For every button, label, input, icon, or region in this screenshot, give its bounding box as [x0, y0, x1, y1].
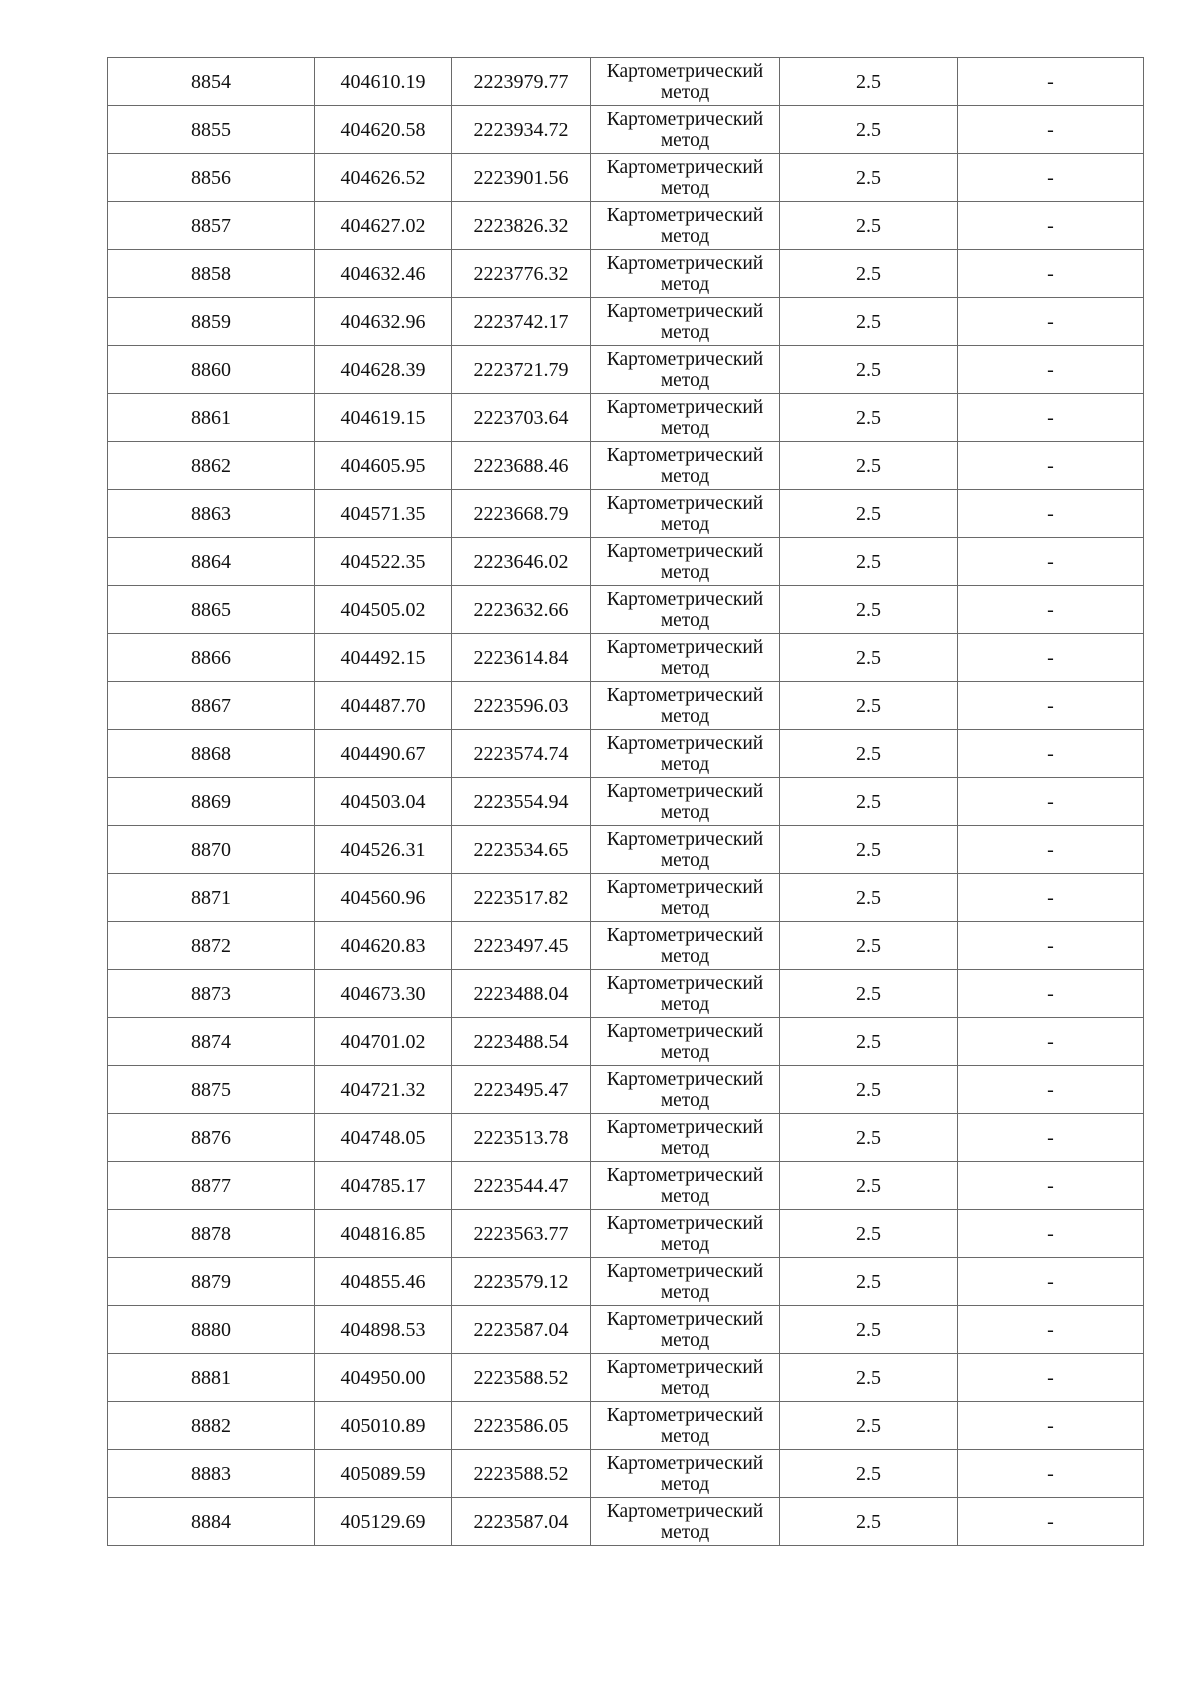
point-number-cell: 8867 — [108, 682, 315, 730]
table-row — [108, 1066, 1144, 1114]
point-number-cell: 8860 — [108, 346, 315, 394]
point-number-cell: 8868 — [108, 730, 315, 778]
table-row — [108, 1210, 1144, 1258]
point-number-cell: 8865 — [108, 586, 315, 634]
x-coordinate-cell: 404619.15 — [315, 394, 452, 442]
method-text-line: Картометрический — [606, 1356, 764, 1378]
x-coordinate-cell: 404627.02 — [315, 202, 452, 250]
y-coordinate-cell: 2223488.54 — [452, 1018, 591, 1066]
method-text-line: метод — [660, 465, 710, 487]
method-text-line: Картометрический — [606, 396, 764, 418]
method-text-line: метод — [660, 561, 710, 583]
y-coordinate-cell: 2223901.56 — [452, 154, 591, 202]
method-cell — [591, 1162, 780, 1210]
method-text-line: метод — [660, 81, 710, 103]
table-row — [108, 298, 1144, 346]
method-text-line: метод — [660, 225, 710, 247]
table-body — [108, 58, 1144, 1546]
point-number-cell: 8862 — [108, 442, 315, 490]
table-row — [108, 634, 1144, 682]
point-number-cell: 8864 — [108, 538, 315, 586]
method-text-line: Картометрический — [606, 588, 764, 610]
table-row — [108, 1306, 1144, 1354]
x-coordinate-cell: 404610.19 — [315, 58, 452, 106]
note-cell: - — [958, 346, 1144, 394]
method-cell — [591, 1498, 780, 1546]
method-text-line: метод — [660, 849, 710, 871]
note-cell: - — [958, 1114, 1144, 1162]
point-number-cell: 8872 — [108, 922, 315, 970]
method-text-line: Картометрический — [606, 924, 764, 946]
note-cell: - — [958, 970, 1144, 1018]
method-text-line: Картометрический — [606, 1068, 764, 1090]
x-coordinate-cell: 404487.70 — [315, 682, 452, 730]
x-coordinate-cell: 404526.31 — [315, 826, 452, 874]
table-row — [108, 490, 1144, 538]
x-coordinate-cell: 405089.59 — [315, 1450, 452, 1498]
method-text-line: Картометрический — [606, 732, 764, 754]
table-row — [108, 538, 1144, 586]
x-coordinate-cell: 404785.17 — [315, 1162, 452, 1210]
method-text-line: Картометрический — [606, 60, 764, 82]
table-row — [108, 58, 1144, 106]
point-number-cell: 8861 — [108, 394, 315, 442]
y-coordinate-cell: 2223632.66 — [452, 586, 591, 634]
method-text-line: Картометрический — [606, 828, 764, 850]
note-cell: - — [958, 154, 1144, 202]
y-coordinate-cell: 2223587.04 — [452, 1498, 591, 1546]
table-row — [108, 1114, 1144, 1162]
method-text-line: Картометрический — [606, 1164, 764, 1186]
x-coordinate-cell: 405010.89 — [315, 1402, 452, 1450]
accuracy-cell: 2.5 — [780, 394, 958, 442]
accuracy-cell: 2.5 — [780, 1114, 958, 1162]
accuracy-cell: 2.5 — [780, 874, 958, 922]
note-cell: - — [958, 1210, 1144, 1258]
method-text-line: метод — [660, 1089, 710, 1111]
y-coordinate-cell: 2223826.32 — [452, 202, 591, 250]
method-text-line: метод — [660, 1137, 710, 1159]
method-text-line: метод — [660, 753, 710, 775]
x-coordinate-cell: 404620.83 — [315, 922, 452, 970]
method-text-line: метод — [660, 129, 710, 151]
accuracy-cell: 2.5 — [780, 634, 958, 682]
method-text-line: метод — [660, 369, 710, 391]
note-cell: - — [958, 394, 1144, 442]
method-text-line: Картометрический — [606, 972, 764, 994]
y-coordinate-cell: 2223703.64 — [452, 394, 591, 442]
accuracy-cell: 2.5 — [780, 490, 958, 538]
method-text-line: метод — [660, 1473, 710, 1495]
method-text-line: Картометрический — [606, 684, 764, 706]
accuracy-cell: 2.5 — [780, 58, 958, 106]
method-text-line: метод — [660, 657, 710, 679]
x-coordinate-cell: 404628.39 — [315, 346, 452, 394]
method-cell — [591, 442, 780, 490]
method-text-line: метод — [660, 1329, 710, 1351]
method-cell — [591, 1018, 780, 1066]
note-cell: - — [958, 922, 1144, 970]
y-coordinate-cell: 2223563.77 — [452, 1210, 591, 1258]
y-coordinate-cell: 2223934.72 — [452, 106, 591, 154]
method-cell — [591, 538, 780, 586]
accuracy-cell: 2.5 — [780, 202, 958, 250]
y-coordinate-cell: 2223596.03 — [452, 682, 591, 730]
note-cell: - — [958, 778, 1144, 826]
method-text-line: метод — [660, 801, 710, 823]
table-row — [108, 1402, 1144, 1450]
note-cell: - — [958, 586, 1144, 634]
x-coordinate-cell: 404748.05 — [315, 1114, 452, 1162]
method-cell — [591, 394, 780, 442]
method-text-line: Картометрический — [606, 1500, 764, 1522]
accuracy-cell: 2.5 — [780, 1498, 958, 1546]
x-coordinate-cell: 404950.00 — [315, 1354, 452, 1402]
accuracy-cell: 2.5 — [780, 442, 958, 490]
x-coordinate-cell: 404701.02 — [315, 1018, 452, 1066]
point-number-cell: 8858 — [108, 250, 315, 298]
method-text-line: метод — [660, 1281, 710, 1303]
y-coordinate-cell: 2223534.65 — [452, 826, 591, 874]
y-coordinate-cell: 2223776.32 — [452, 250, 591, 298]
table-row — [108, 682, 1144, 730]
point-number-cell: 8854 — [108, 58, 315, 106]
coordinates-table — [107, 57, 1144, 1546]
y-coordinate-cell: 2223614.84 — [452, 634, 591, 682]
x-coordinate-cell: 404673.30 — [315, 970, 452, 1018]
method-text-line: метод — [660, 945, 710, 967]
y-coordinate-cell: 2223588.52 — [452, 1354, 591, 1402]
method-text-line: метод — [660, 177, 710, 199]
table-row — [108, 1162, 1144, 1210]
method-text-line: метод — [660, 1377, 710, 1399]
method-text-line: метод — [660, 273, 710, 295]
y-coordinate-cell: 2223586.05 — [452, 1402, 591, 1450]
point-number-cell: 8883 — [108, 1450, 315, 1498]
note-cell: - — [958, 682, 1144, 730]
accuracy-cell: 2.5 — [780, 970, 958, 1018]
note-cell: - — [958, 826, 1144, 874]
x-coordinate-cell: 404505.02 — [315, 586, 452, 634]
accuracy-cell: 2.5 — [780, 346, 958, 394]
note-cell: - — [958, 1450, 1144, 1498]
table-row — [108, 1258, 1144, 1306]
x-coordinate-cell: 404855.46 — [315, 1258, 452, 1306]
accuracy-cell: 2.5 — [780, 250, 958, 298]
method-text-line: метод — [660, 609, 710, 631]
x-coordinate-cell: 404492.15 — [315, 634, 452, 682]
accuracy-cell: 2.5 — [780, 106, 958, 154]
point-number-cell: 8880 — [108, 1306, 315, 1354]
note-cell: - — [958, 1402, 1144, 1450]
note-cell: - — [958, 1306, 1144, 1354]
x-coordinate-cell: 404632.46 — [315, 250, 452, 298]
method-text-line: Картометрический — [606, 1404, 764, 1426]
y-coordinate-cell: 2223646.02 — [452, 538, 591, 586]
table-row — [108, 154, 1144, 202]
method-text-line: Картометрический — [606, 252, 764, 274]
point-number-cell: 8857 — [108, 202, 315, 250]
method-cell — [591, 778, 780, 826]
accuracy-cell: 2.5 — [780, 1210, 958, 1258]
note-cell: - — [958, 106, 1144, 154]
y-coordinate-cell: 2223742.17 — [452, 298, 591, 346]
table-row — [108, 970, 1144, 1018]
method-cell — [591, 1210, 780, 1258]
method-text-line: Картометрический — [606, 1308, 764, 1330]
table-row — [108, 106, 1144, 154]
point-number-cell: 8877 — [108, 1162, 315, 1210]
method-text-line: Картометрический — [606, 1452, 764, 1474]
method-cell — [591, 970, 780, 1018]
table-row — [108, 730, 1144, 778]
y-coordinate-cell: 2223668.79 — [452, 490, 591, 538]
note-cell: - — [958, 58, 1144, 106]
accuracy-cell: 2.5 — [780, 922, 958, 970]
table-row — [108, 346, 1144, 394]
y-coordinate-cell: 2223721.79 — [452, 346, 591, 394]
note-cell: - — [958, 1018, 1144, 1066]
accuracy-cell: 2.5 — [780, 538, 958, 586]
method-cell — [591, 1354, 780, 1402]
point-number-cell: 8859 — [108, 298, 315, 346]
accuracy-cell: 2.5 — [780, 1258, 958, 1306]
method-text-line: метод — [660, 993, 710, 1015]
accuracy-cell: 2.5 — [780, 1402, 958, 1450]
method-text-line: Картометрический — [606, 492, 764, 514]
method-cell — [591, 682, 780, 730]
x-coordinate-cell: 404632.96 — [315, 298, 452, 346]
x-coordinate-cell: 404626.52 — [315, 154, 452, 202]
y-coordinate-cell: 2223517.82 — [452, 874, 591, 922]
note-cell: - — [958, 730, 1144, 778]
point-number-cell: 8874 — [108, 1018, 315, 1066]
method-text-line: метод — [660, 705, 710, 727]
x-coordinate-cell: 405129.69 — [315, 1498, 452, 1546]
point-number-cell: 8884 — [108, 1498, 315, 1546]
method-cell — [591, 490, 780, 538]
method-text-line: Картометрический — [606, 636, 764, 658]
note-cell: - — [958, 1066, 1144, 1114]
method-text-line: Картометрический — [606, 876, 764, 898]
note-cell: - — [958, 634, 1144, 682]
table-row — [108, 922, 1144, 970]
method-text-line: Картометрический — [606, 348, 764, 370]
table-row — [108, 250, 1144, 298]
table-row — [108, 586, 1144, 634]
point-number-cell: 8863 — [108, 490, 315, 538]
method-cell — [591, 106, 780, 154]
table-row — [108, 826, 1144, 874]
method-cell — [591, 1450, 780, 1498]
method-text-line: Картометрический — [606, 444, 764, 466]
y-coordinate-cell: 2223688.46 — [452, 442, 591, 490]
accuracy-cell: 2.5 — [780, 298, 958, 346]
method-cell — [591, 1066, 780, 1114]
point-number-cell: 8878 — [108, 1210, 315, 1258]
point-number-cell: 8856 — [108, 154, 315, 202]
note-cell: - — [958, 1354, 1144, 1402]
table-row — [108, 1018, 1144, 1066]
accuracy-cell: 2.5 — [780, 1354, 958, 1402]
y-coordinate-cell: 2223979.77 — [452, 58, 591, 106]
note-cell: - — [958, 1162, 1144, 1210]
method-text-line: метод — [660, 417, 710, 439]
accuracy-cell: 2.5 — [780, 1018, 958, 1066]
table-row — [108, 1450, 1144, 1498]
point-number-cell: 8876 — [108, 1114, 315, 1162]
method-cell — [591, 1402, 780, 1450]
method-cell — [591, 58, 780, 106]
accuracy-cell: 2.5 — [780, 778, 958, 826]
accuracy-cell: 2.5 — [780, 586, 958, 634]
method-text-line: Картометрический — [606, 108, 764, 130]
accuracy-cell: 2.5 — [780, 730, 958, 778]
point-number-cell: 8882 — [108, 1402, 315, 1450]
method-text-line: метод — [660, 513, 710, 535]
accuracy-cell: 2.5 — [780, 1066, 958, 1114]
method-text-line: метод — [660, 1425, 710, 1447]
accuracy-cell: 2.5 — [780, 1162, 958, 1210]
accuracy-cell: 2.5 — [780, 682, 958, 730]
method-text-line: метод — [660, 321, 710, 343]
method-text-line: Картометрический — [606, 204, 764, 226]
point-number-cell: 8870 — [108, 826, 315, 874]
x-coordinate-cell: 404620.58 — [315, 106, 452, 154]
table-row — [108, 394, 1144, 442]
point-number-cell: 8866 — [108, 634, 315, 682]
method-cell — [591, 154, 780, 202]
method-text-line: Картометрический — [606, 1116, 764, 1138]
accuracy-cell: 2.5 — [780, 1450, 958, 1498]
note-cell: - — [958, 202, 1144, 250]
y-coordinate-cell: 2223588.52 — [452, 1450, 591, 1498]
method-text-line: метод — [660, 1185, 710, 1207]
table-row — [108, 442, 1144, 490]
note-cell: - — [958, 250, 1144, 298]
method-cell — [591, 922, 780, 970]
y-coordinate-cell: 2223495.47 — [452, 1066, 591, 1114]
point-number-cell: 8873 — [108, 970, 315, 1018]
method-text-line: Картометрический — [606, 540, 764, 562]
table-row — [108, 202, 1144, 250]
method-cell — [591, 298, 780, 346]
x-coordinate-cell: 404605.95 — [315, 442, 452, 490]
note-cell: - — [958, 298, 1144, 346]
accuracy-cell: 2.5 — [780, 826, 958, 874]
y-coordinate-cell: 2223554.94 — [452, 778, 591, 826]
method-cell — [591, 346, 780, 394]
method-cell — [591, 586, 780, 634]
method-text-line: Картометрический — [606, 780, 764, 802]
method-text-line: метод — [660, 1233, 710, 1255]
point-number-cell: 8869 — [108, 778, 315, 826]
method-text-line: метод — [660, 897, 710, 919]
method-cell — [591, 826, 780, 874]
accuracy-cell: 2.5 — [780, 154, 958, 202]
point-number-cell: 8855 — [108, 106, 315, 154]
note-cell: - — [958, 490, 1144, 538]
point-number-cell: 8875 — [108, 1066, 315, 1114]
y-coordinate-cell: 2223587.04 — [452, 1306, 591, 1354]
y-coordinate-cell: 2223488.04 — [452, 970, 591, 1018]
y-coordinate-cell: 2223544.47 — [452, 1162, 591, 1210]
method-cell — [591, 1114, 780, 1162]
method-text-line: Картометрический — [606, 1212, 764, 1234]
method-text-line: Картометрический — [606, 300, 764, 322]
note-cell: - — [958, 1258, 1144, 1306]
note-cell: - — [958, 874, 1144, 922]
y-coordinate-cell: 2223513.78 — [452, 1114, 591, 1162]
y-coordinate-cell: 2223574.74 — [452, 730, 591, 778]
x-coordinate-cell: 404560.96 — [315, 874, 452, 922]
accuracy-cell: 2.5 — [780, 1306, 958, 1354]
y-coordinate-cell: 2223497.45 — [452, 922, 591, 970]
x-coordinate-cell: 404490.67 — [315, 730, 452, 778]
x-coordinate-cell: 404721.32 — [315, 1066, 452, 1114]
x-coordinate-cell: 404898.53 — [315, 1306, 452, 1354]
note-cell: - — [958, 442, 1144, 490]
method-text-line: Картометрический — [606, 1020, 764, 1042]
method-cell — [591, 634, 780, 682]
table-row — [108, 1498, 1144, 1546]
x-coordinate-cell: 404503.04 — [315, 778, 452, 826]
method-text-line: Картометрический — [606, 1260, 764, 1282]
x-coordinate-cell: 404571.35 — [315, 490, 452, 538]
x-coordinate-cell: 404522.35 — [315, 538, 452, 586]
method-cell — [591, 202, 780, 250]
note-cell: - — [958, 538, 1144, 586]
method-cell — [591, 730, 780, 778]
table-row — [108, 778, 1144, 826]
note-cell: - — [958, 1498, 1144, 1546]
method-text-line: метод — [660, 1041, 710, 1063]
x-coordinate-cell: 404816.85 — [315, 1210, 452, 1258]
method-text-line: Картометрический — [606, 156, 764, 178]
point-number-cell: 8879 — [108, 1258, 315, 1306]
method-cell — [591, 250, 780, 298]
table-row — [108, 874, 1144, 922]
point-number-cell: 8881 — [108, 1354, 315, 1402]
method-cell — [591, 1306, 780, 1354]
method-cell — [591, 874, 780, 922]
y-coordinate-cell: 2223579.12 — [452, 1258, 591, 1306]
method-cell — [591, 1258, 780, 1306]
table-row — [108, 1354, 1144, 1402]
method-text-line: метод — [660, 1521, 710, 1543]
point-number-cell: 8871 — [108, 874, 315, 922]
